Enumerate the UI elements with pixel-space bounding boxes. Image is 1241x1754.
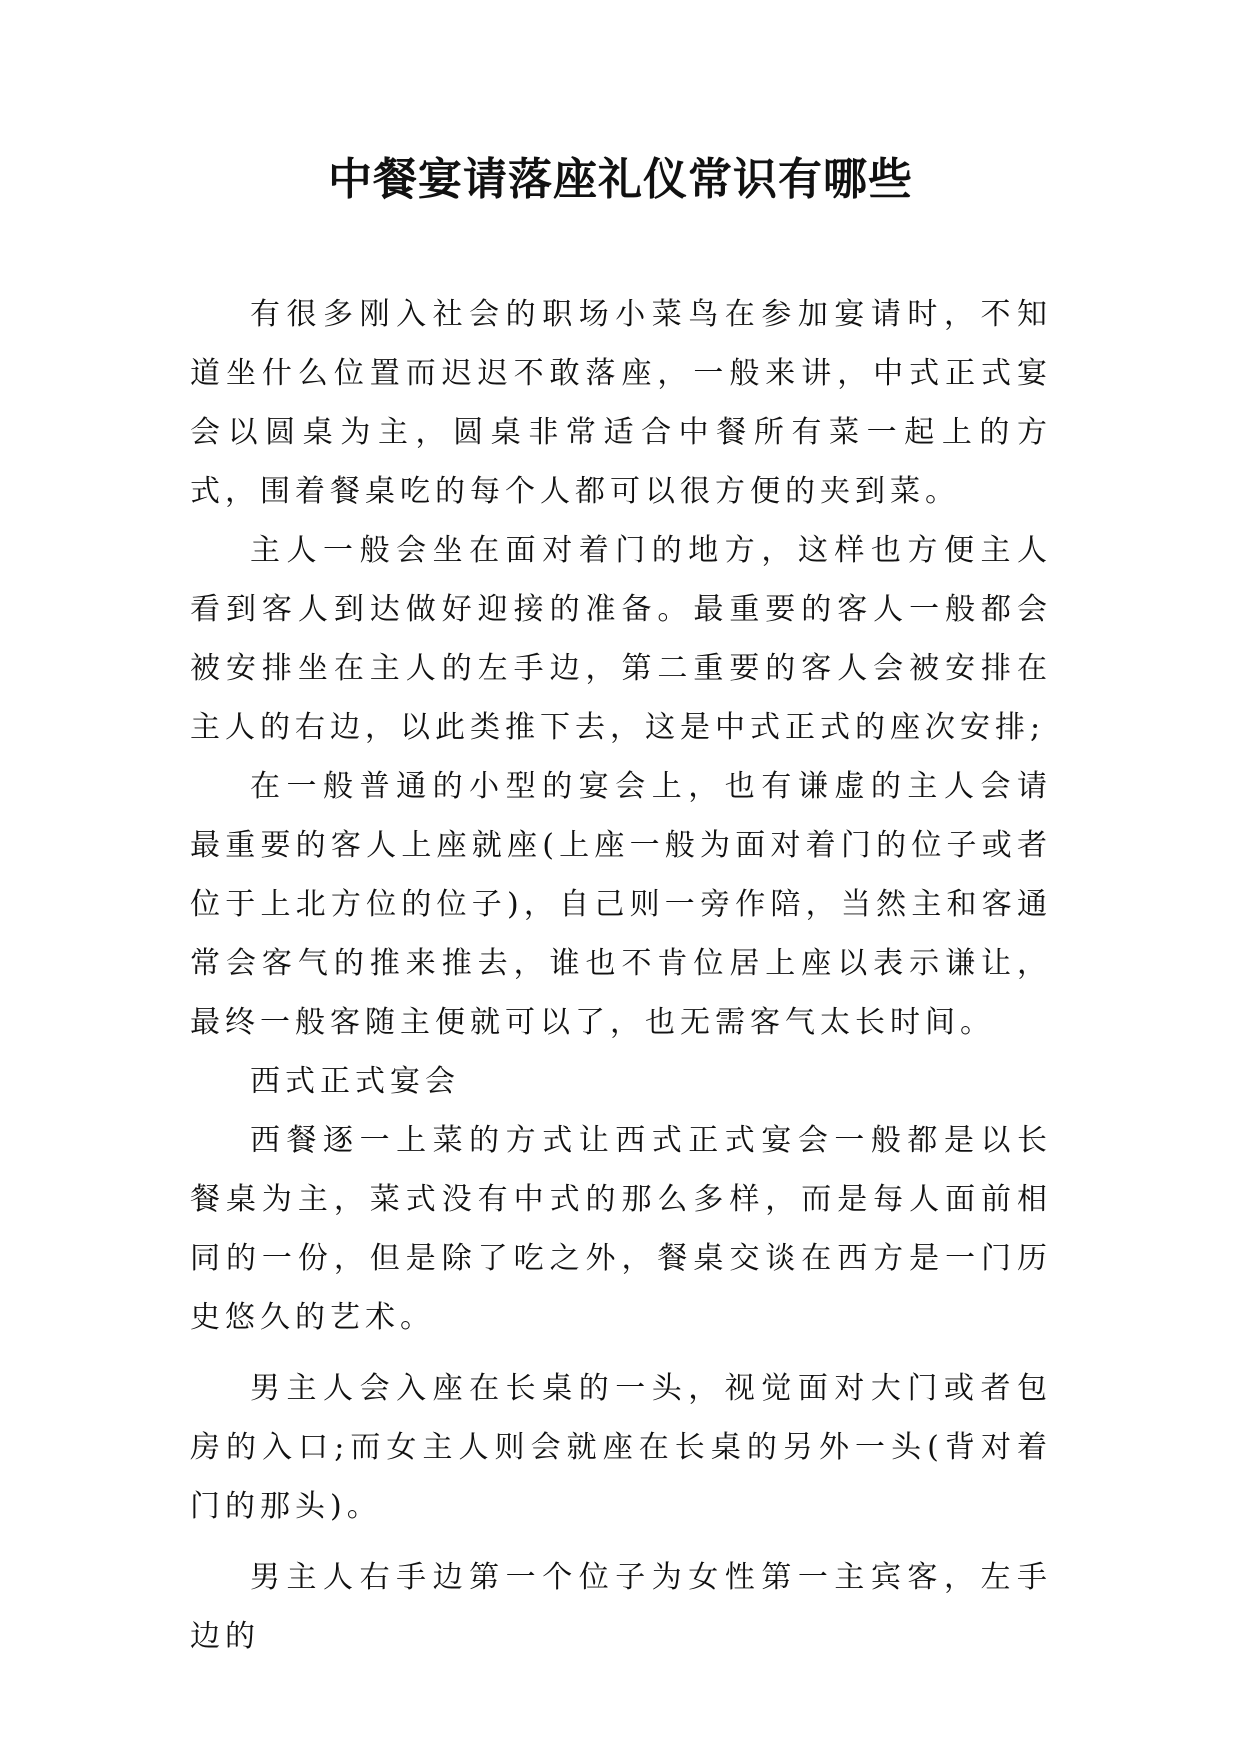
paragraph-western-table: 西餐逐一上菜的方式让西式正式宴会一般都是以长餐桌为主，菜式没有中式的那么多样，而是每人面前相同的一份，但是除了吃之外，餐桌交谈在西方是一门历史悠久的艺术。 (190, 1123, 1052, 1335)
paragraph-host-seat: 主人一般会坐在面对着门的地方，这样也方便主人看到客人到达做好迎接的准备。最重要的客人一般都会被安排坐在主人的左手边，第二重要的客人会被安排在主人的右边，以此类推下去，这是中式正式的座次安排; (190, 533, 1052, 745)
paragraph-host-hostess: 男主人会入座在长桌的一头，视觉面对大门或者包房的入口;而女主人则会就座在长桌的另外一头(背对着门的那头)。 (190, 1371, 1052, 1524)
paragraph-guest-seat: 男主人右手边第一个位子为女性第一主宾客，左手边的 (190, 1560, 1052, 1654)
section-heading-western: 西式正式宴会 (250, 1064, 460, 1099)
paragraph-small-banquet: 在一般普通的小型的宴会上，也有谦虚的主人会请最重要的客人上座就座(上座一般为面对着门的位子或者位于上北方位的位子)，自己则一旁作陪，当然主和客通常会客气的推来推去，谁也不肯位居上座以表示谦让，最终一般客随主便就可以了，也无需客气太长时间。 (190, 769, 1052, 1040)
document-body (190, 285, 1052, 1666)
paragraph-intro: 有很多刚入社会的职场小菜鸟在参加宴请时，不知道坐什么位置而迟迟不敢落座，一般来讲，中式正式宴会以圆桌为主，圆桌非常适合中餐所有菜一起上的方式，围着餐桌吃的每个人都可以很方便的夹到菜。 (190, 297, 1052, 509)
page-title: 中餐宴请落座礼仪常识有哪些 (328, 154, 913, 205)
